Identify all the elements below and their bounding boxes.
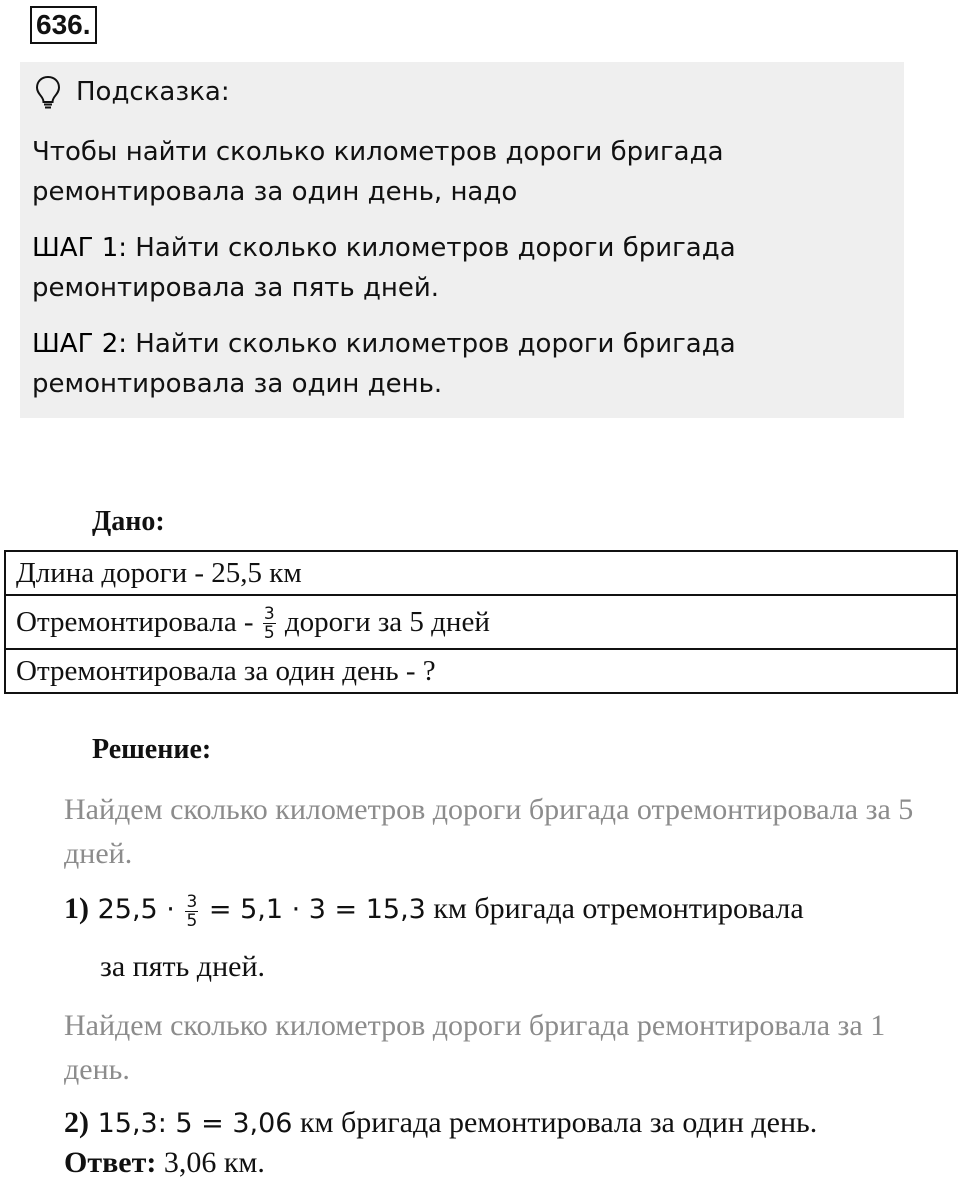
step-1-text-cont: за пять дней. (100, 950, 265, 983)
fraction-denominator: 5 (263, 623, 275, 644)
given-label: Дано: (92, 506, 165, 537)
solution-label: Решение: (92, 734, 212, 765)
lightbulb-icon (34, 75, 62, 109)
fraction (263, 605, 276, 642)
hint-title: Подсказка: (76, 77, 230, 107)
answer-value: 3,06 км. (156, 1146, 265, 1179)
solution-step-1 (64, 892, 804, 930)
solution-explain-2: Найдем сколько километров дороги бригада ремонтировала за 1 день. (64, 1009, 886, 1086)
step-2-expr: 15,3: 5 = 3,06 (89, 1108, 293, 1139)
fraction-numerator: 3 (263, 604, 275, 625)
fraction-denominator: 5 (186, 910, 198, 931)
fraction-numerator: 3 (186, 891, 198, 912)
step-1-number: 1) (64, 892, 89, 925)
solution-step-2 (64, 1106, 817, 1140)
step-2-number: 2) (64, 1106, 89, 1139)
hint-step-2 (32, 324, 892, 404)
table-row (5, 551, 957, 595)
hint-header (34, 74, 230, 110)
hint-box (20, 62, 904, 418)
answer-label: Ответ: (64, 1146, 157, 1179)
table-row (5, 649, 957, 693)
given-repaired-before: Отремонтировала - (16, 605, 261, 638)
table-row (5, 595, 957, 649)
hint-step-1 (32, 228, 892, 308)
answer (64, 1146, 265, 1180)
step-1-text: км бригада отремонтировала (425, 892, 804, 925)
given-repaired-after: дороги за 5 дней (277, 605, 490, 638)
step-2-text: км бригада ремонтировала за один день. (292, 1106, 818, 1139)
hint-step-1-text: Найти сколько километров дороги бригада ремонтировала за пять дней. (32, 233, 736, 303)
fraction (185, 893, 198, 930)
step-1-expr-a: 25,5 · (89, 894, 184, 925)
given-road-length: Длина дороги - 25,5 км (5, 551, 957, 595)
step-1-expr-b: = 5,1 · 3 = 15,3 (200, 894, 426, 925)
hint-intro: Чтобы найти сколько километров дороги бригада ремонтировала за один день, надо (32, 137, 724, 207)
hint-step-1-label: ШАГ 1: (32, 233, 128, 263)
given-unknown: Отремонтировала за один день - ? (5, 649, 957, 693)
hint-step-2-text: Найти сколько километров дороги бригада ремонтировала за один день. (32, 329, 736, 399)
solution-explain-1: Найдем сколько километров дороги бригада отремонтировала за 5 дней. (64, 793, 914, 870)
given-repaired-part (5, 595, 957, 649)
problem-number: 636. (30, 6, 97, 44)
hint-step-2-label: ШАГ 2: (32, 329, 128, 359)
given-table (4, 550, 958, 694)
